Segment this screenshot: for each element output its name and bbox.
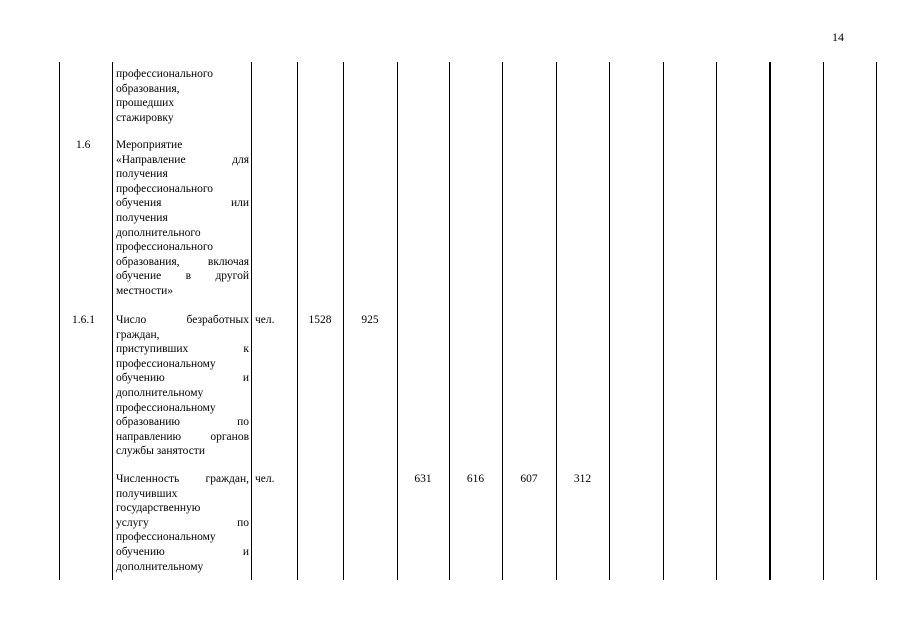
table-row	[116, 313, 249, 459]
description-line: граждан,	[116, 328, 160, 341]
table-border	[59, 62, 60, 580]
description-line: образования,	[116, 82, 180, 95]
description-line: стажировку	[116, 111, 174, 124]
unit-cell: чел.	[255, 314, 275, 326]
description-line: профессиональному	[116, 531, 216, 544]
table-border	[663, 62, 664, 580]
description-line: получения	[116, 168, 168, 181]
value-cell: 631	[414, 473, 432, 485]
table-border	[716, 62, 717, 580]
description-line: приступивших к	[116, 343, 249, 356]
table-border	[397, 62, 398, 580]
row-code: 1.6	[76, 139, 91, 151]
description-line: «Направление для	[116, 153, 249, 166]
description-line: службы занятости	[116, 445, 205, 458]
description-line: Число безработных	[116, 314, 249, 326]
description-line: дополнительного	[116, 226, 201, 239]
description-line: Мероприятие	[116, 139, 183, 151]
description-line: дополнительному	[116, 386, 204, 399]
description-line: образования, включая	[116, 255, 249, 268]
description-line: профессионального	[116, 182, 214, 195]
description-line: прошедших	[116, 97, 175, 110]
value-cell: 616	[466, 473, 485, 485]
value-cell: 1528	[308, 314, 332, 326]
description-line: получения	[116, 211, 168, 224]
table-border	[112, 62, 113, 580]
unit-cell: чел.	[255, 473, 275, 485]
table-row	[116, 472, 249, 574]
description-line: образованию по	[116, 416, 249, 429]
description-line: направлению органов	[116, 430, 249, 443]
description-line: обучению и	[116, 372, 249, 385]
table-border	[556, 62, 557, 580]
description-line: дополнительному	[116, 560, 204, 573]
value-cell: 312	[573, 473, 592, 485]
description-line: обучению и	[116, 545, 249, 558]
description-line: профессионального	[116, 241, 214, 254]
value-cell: 607	[520, 473, 538, 485]
description-line: получивших	[116, 487, 178, 500]
description-line: Численность граждан,	[116, 473, 249, 485]
row-code: 1.6.1	[72, 314, 95, 326]
value-cell: 925	[361, 314, 379, 326]
table-row	[116, 138, 249, 299]
description-line: профессиональному	[116, 357, 216, 370]
table-border	[251, 62, 252, 580]
table-border	[770, 62, 771, 580]
table-border	[823, 62, 824, 580]
page-number: 14	[832, 30, 844, 44]
description-line: местности»	[116, 284, 174, 297]
table-border	[876, 62, 877, 580]
description-line: обучения или	[116, 197, 249, 210]
table-border	[502, 62, 503, 580]
description-line: услугу по	[116, 516, 249, 529]
table-border	[449, 62, 450, 580]
description-line: государственную	[116, 502, 201, 515]
table-border	[609, 62, 610, 580]
description-line: профессионального	[116, 68, 214, 80]
table-row	[116, 67, 249, 125]
description-line: профессиональному	[116, 401, 216, 414]
description-line: обучение в другой	[116, 270, 249, 283]
